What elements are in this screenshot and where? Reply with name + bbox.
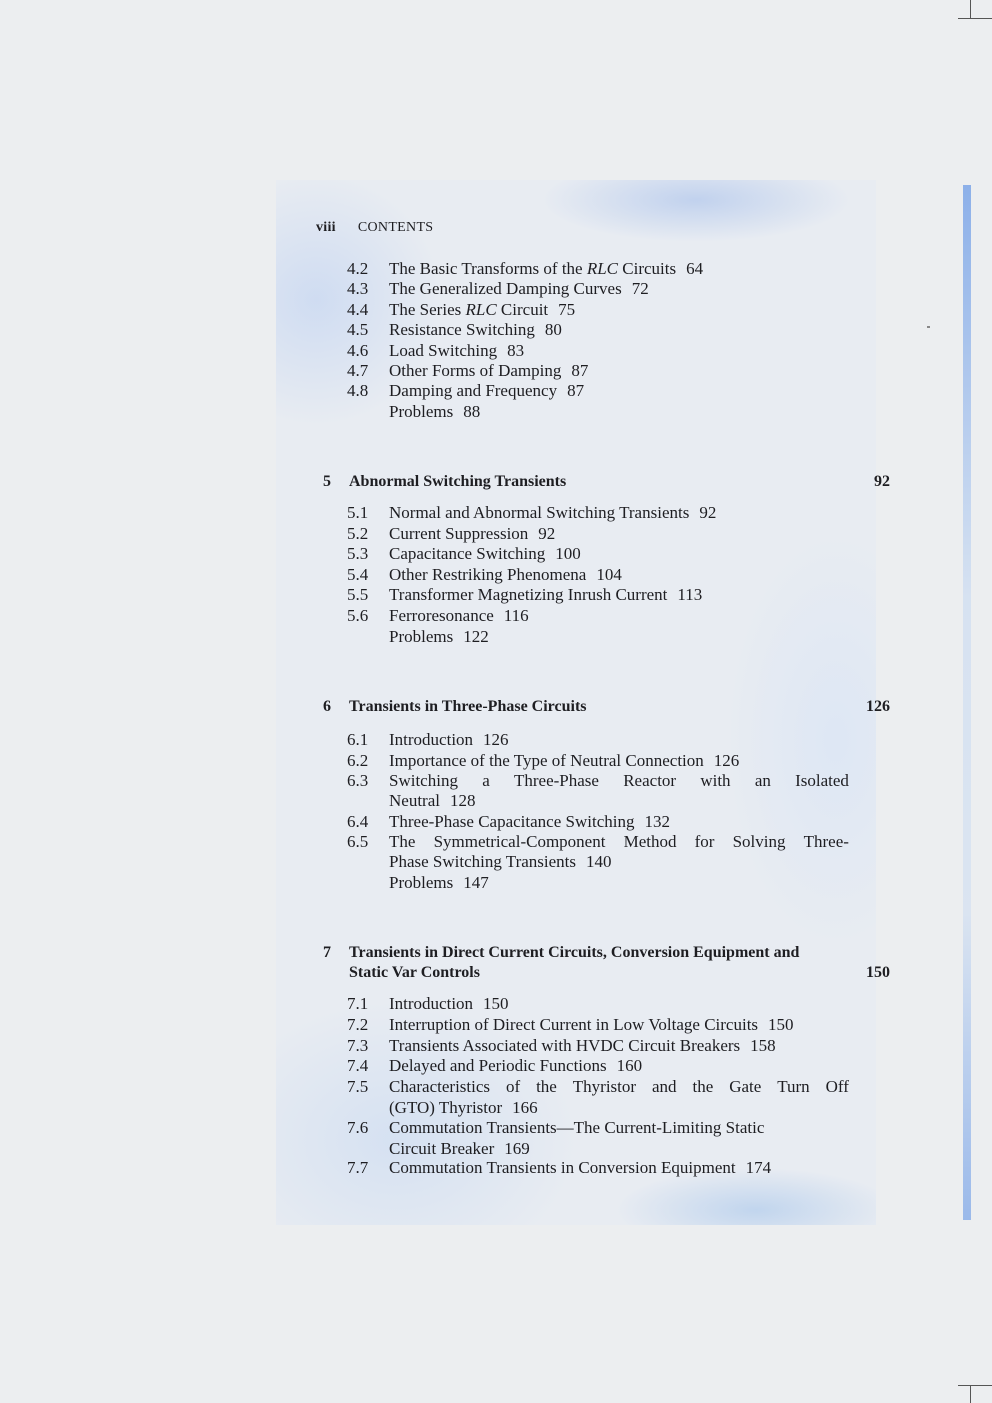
section-number: 7.7 — [347, 1158, 369, 1177]
section-title: Phase Switching Transients — [389, 852, 577, 871]
word: for — [694, 832, 715, 851]
section-page: 126 — [713, 751, 740, 770]
section-number: 6.1 — [347, 730, 369, 749]
section-title-justified — [389, 771, 849, 791]
chapter-number: 7 — [323, 944, 331, 961]
section-number: 4.8 — [347, 381, 369, 401]
section-page: 92 — [699, 503, 717, 522]
section-number: 5.6 — [347, 606, 369, 625]
word: a — [482, 771, 490, 790]
section-page: 87 — [567, 381, 585, 401]
section-page: 147 — [463, 873, 489, 892]
word: with — [700, 771, 731, 790]
section-page: 83 — [507, 340, 525, 360]
section-title: Damping and Frequency — [389, 381, 558, 401]
word: Method — [623, 832, 677, 851]
section-page: 160 — [616, 1056, 643, 1075]
section-page: 87 — [571, 361, 589, 380]
section-number: 7.2 — [347, 1015, 369, 1034]
chapter-page: 126 — [866, 698, 890, 715]
word: Characteristics — [389, 1077, 491, 1096]
section-title: Commutation Transients in Conversion Equipment — [389, 1158, 736, 1177]
section-number: 7.1 — [347, 994, 369, 1013]
section-page: 140 — [586, 852, 612, 871]
word: Reactor — [623, 771, 677, 790]
chapter-number: 5 — [323, 473, 331, 490]
section-page: 64 — [686, 259, 704, 278]
section-title: The Basic Transforms of the RLC Circuits — [389, 259, 677, 278]
word: Solving — [732, 832, 786, 851]
section-title-justified — [389, 1077, 849, 1097]
word: Three-Phase — [514, 771, 599, 790]
chapter-title: Transients in Three-Phase Circuits — [349, 698, 587, 715]
section-title: (GTO) Thyristor — [389, 1098, 503, 1117]
section-title: Ferroresonance — [389, 606, 494, 625]
word: Three- — [803, 832, 849, 851]
section-title: Transients Associated with HVDC Circuit Breakers — [389, 1036, 741, 1055]
section-title: Load Switching — [389, 340, 498, 360]
page-folio: viii — [316, 220, 336, 235]
section-title: Other Forms of Damping — [389, 361, 562, 380]
chapter-title-line-1: Transients in Direct Current Circuits, Conversion Equipment and — [349, 944, 800, 961]
italic-term: RLC — [465, 299, 497, 319]
running-title: CONTENTS — [357, 220, 434, 235]
word: Isolated — [795, 771, 849, 790]
word: Switching — [389, 771, 458, 790]
section-page: 100 — [555, 544, 581, 564]
section-title: Commutation Transients—The Current-Limiting Static — [389, 1118, 765, 1137]
section-number: 5.5 — [347, 585, 369, 605]
section-number: 6.2 — [347, 751, 369, 770]
section-title: The Generalized Damping Curves — [389, 279, 622, 299]
section-page: 132 — [644, 812, 670, 831]
section-number: 6.3 — [347, 771, 369, 790]
section-title: Problems — [389, 401, 454, 421]
section-page: 128 — [449, 791, 476, 810]
chapter-title: Abnormal Switching Transients — [349, 473, 567, 490]
section-page: 80 — [544, 320, 562, 340]
section-page: 126 — [483, 730, 509, 749]
section-number: 5.3 — [347, 544, 369, 564]
crop-mark-top-h — [958, 18, 992, 19]
chapter-page: 92 — [874, 473, 890, 490]
word: Off — [825, 1077, 849, 1096]
section-title: Transformer Magnetizing Inrush Current — [389, 585, 668, 605]
section-number: 5.4 — [347, 564, 369, 584]
section-number: 4.7 — [347, 361, 369, 380]
section-number: 4.3 — [347, 279, 369, 299]
section-page: 150 — [483, 994, 509, 1013]
section-title: Delayed and Periodic Functions — [389, 1056, 607, 1075]
section-title: Introduction — [389, 994, 474, 1013]
word: Turn — [777, 1077, 810, 1096]
section-number: 5.1 — [347, 503, 369, 522]
section-title: Introduction — [389, 730, 474, 749]
section-page: 174 — [745, 1158, 772, 1177]
section-number: 6.5 — [347, 832, 369, 851]
section-number: 7.4 — [347, 1056, 369, 1075]
speck — [927, 326, 930, 328]
running-header — [316, 220, 433, 236]
section-title: Resistance Switching — [389, 320, 535, 340]
section-number: 7.3 — [347, 1036, 369, 1055]
section-page: 122 — [463, 626, 489, 646]
section-title-justified — [389, 832, 849, 852]
chapter-heading — [0, 698, 992, 718]
chapter-heading — [0, 473, 992, 493]
section-number: 4.6 — [347, 340, 369, 360]
chapter-title-line-2: Static Var Controls — [349, 964, 480, 981]
section-page: 113 — [677, 585, 703, 605]
word: Gate — [729, 1077, 762, 1096]
section-page: 150 — [768, 1015, 794, 1034]
section-number: 5.2 — [347, 523, 369, 543]
section-title: Problems — [389, 626, 454, 646]
italic-term: RLC — [586, 259, 619, 278]
word: an — [754, 771, 771, 790]
section-page: 88 — [463, 401, 481, 421]
section-page: 72 — [631, 279, 649, 299]
word: and — [652, 1077, 677, 1096]
section-title: The Series RLC Circuit — [389, 299, 549, 319]
section-page: 158 — [750, 1036, 776, 1055]
word: Symmetrical-Component — [433, 832, 606, 851]
section-title: Neutral — [389, 791, 440, 810]
word: The — [389, 832, 416, 851]
word: of — [505, 1077, 521, 1096]
section-title: Current Suppression — [389, 523, 529, 543]
section-page: 116 — [503, 606, 529, 625]
section-number: 4.5 — [347, 320, 369, 340]
section-title: Three-Phase Capacitance Switching — [389, 812, 635, 831]
chapter-number: 6 — [323, 698, 331, 715]
section-number: 7.5 — [347, 1077, 369, 1096]
section-number: 4.2 — [347, 259, 369, 278]
crop-mark-top — [970, 0, 971, 18]
section-title: Normal and Abnormal Switching Transients — [389, 503, 690, 522]
crop-mark-bottom — [970, 1385, 971, 1403]
section-title: Other Restriking Phenomena — [389, 564, 587, 584]
section-page: 104 — [596, 564, 622, 584]
section-number: 7.6 — [347, 1118, 369, 1137]
chapter-page: 150 — [866, 964, 890, 981]
section-page: 92 — [538, 523, 556, 543]
section-title: Capacitance Switching — [389, 544, 546, 564]
word: the — [536, 1077, 557, 1096]
word: the — [692, 1077, 714, 1096]
section-page: 166 — [512, 1098, 538, 1117]
section-number: 4.4 — [347, 299, 369, 319]
section-page: 169 — [504, 1139, 530, 1158]
crop-mark-bottom-h — [958, 1385, 992, 1386]
section-page: 75 — [558, 299, 576, 319]
word: Thyristor — [572, 1077, 637, 1096]
section-title: Circuit Breaker — [389, 1139, 495, 1158]
section-title: Interruption of Direct Current in Low Voltage Circuits — [389, 1015, 759, 1034]
chapter-heading — [0, 944, 992, 986]
section-number: 6.4 — [347, 812, 369, 831]
section-title: Importance of the Type of Neutral Connection — [389, 751, 704, 770]
section-title: Problems — [389, 873, 454, 892]
